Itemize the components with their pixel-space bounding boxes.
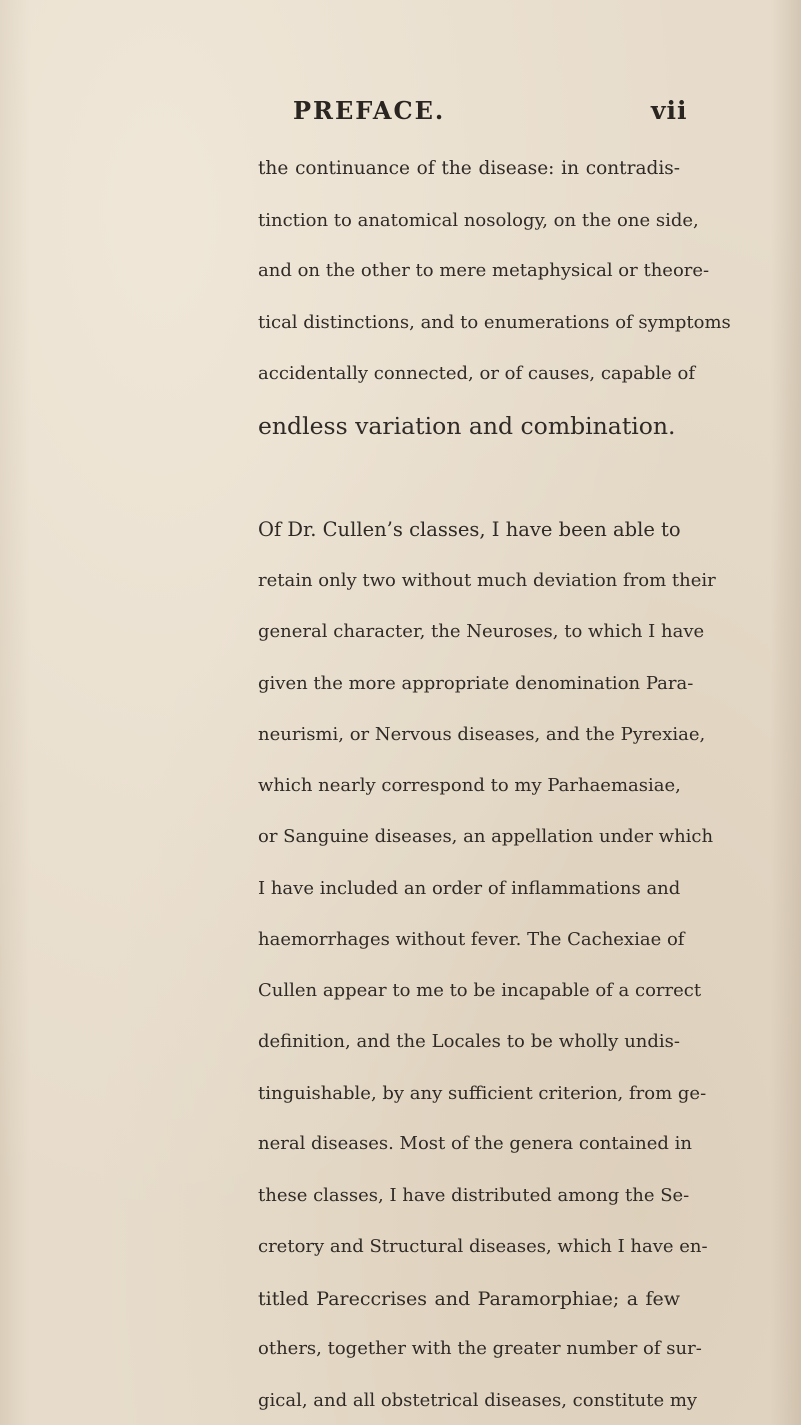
text-line: tical distinctions, and to enumerations of symptoms bbox=[258, 312, 731, 333]
running-head bbox=[0, 96, 801, 136]
text-line: and on the other to mere metaphysical or theore- bbox=[258, 260, 710, 281]
text-line: general character, the Neuroses, to which I have bbox=[258, 621, 705, 642]
text-line: I have included an order of inflammations and bbox=[258, 878, 681, 899]
text-line: neral diseases. Most of the genera contained in bbox=[258, 1133, 692, 1154]
text-line: which nearly correspond to my Parhaemasiae, bbox=[258, 775, 681, 796]
text-line: cretory and Structural diseases, which I have en- bbox=[258, 1236, 708, 1257]
text-line: titled Pareccrises and Paramorphiae; a few bbox=[258, 1288, 680, 1310]
text-line: accidentally connected, or of causes, capable of bbox=[258, 363, 696, 384]
text-line: definition, and the Locales to be wholly undis- bbox=[258, 1031, 680, 1052]
text-line: Of Dr. Cullen’s classes, I have been able to bbox=[258, 518, 681, 541]
text-line: others, together with the greater number of sur- bbox=[258, 1338, 702, 1359]
text-line: Cullen appear to me to be incapable of a correct bbox=[258, 980, 702, 1001]
header-title: PREFACE. bbox=[293, 96, 446, 125]
text-line: haemorrhages without fever. The Cachexiae of bbox=[258, 929, 685, 950]
text-line: neurismi, or Nervous diseases, and the Pyrexiae, bbox=[258, 724, 706, 745]
text-line: endless variation and combination. bbox=[258, 412, 676, 440]
text-line: or Sanguine diseases, an appellation under which bbox=[258, 826, 714, 847]
text-line: gical, and all obstetrical diseases, constitute my bbox=[258, 1390, 698, 1411]
text-line: given the more appropriate denomination Para- bbox=[258, 673, 694, 694]
text-line: these classes, I have distributed among the Se- bbox=[258, 1185, 690, 1206]
text-line: the continuance of the disease: in contradis- bbox=[258, 158, 680, 179]
text-line: tinction to anatomical nosology, on the one side, bbox=[258, 210, 699, 231]
page-number: vii bbox=[651, 96, 688, 125]
text-line: retain only two without much deviation from their bbox=[258, 570, 716, 591]
text-line: tinguishable, by any sufficient criterion, from ge- bbox=[258, 1083, 707, 1104]
